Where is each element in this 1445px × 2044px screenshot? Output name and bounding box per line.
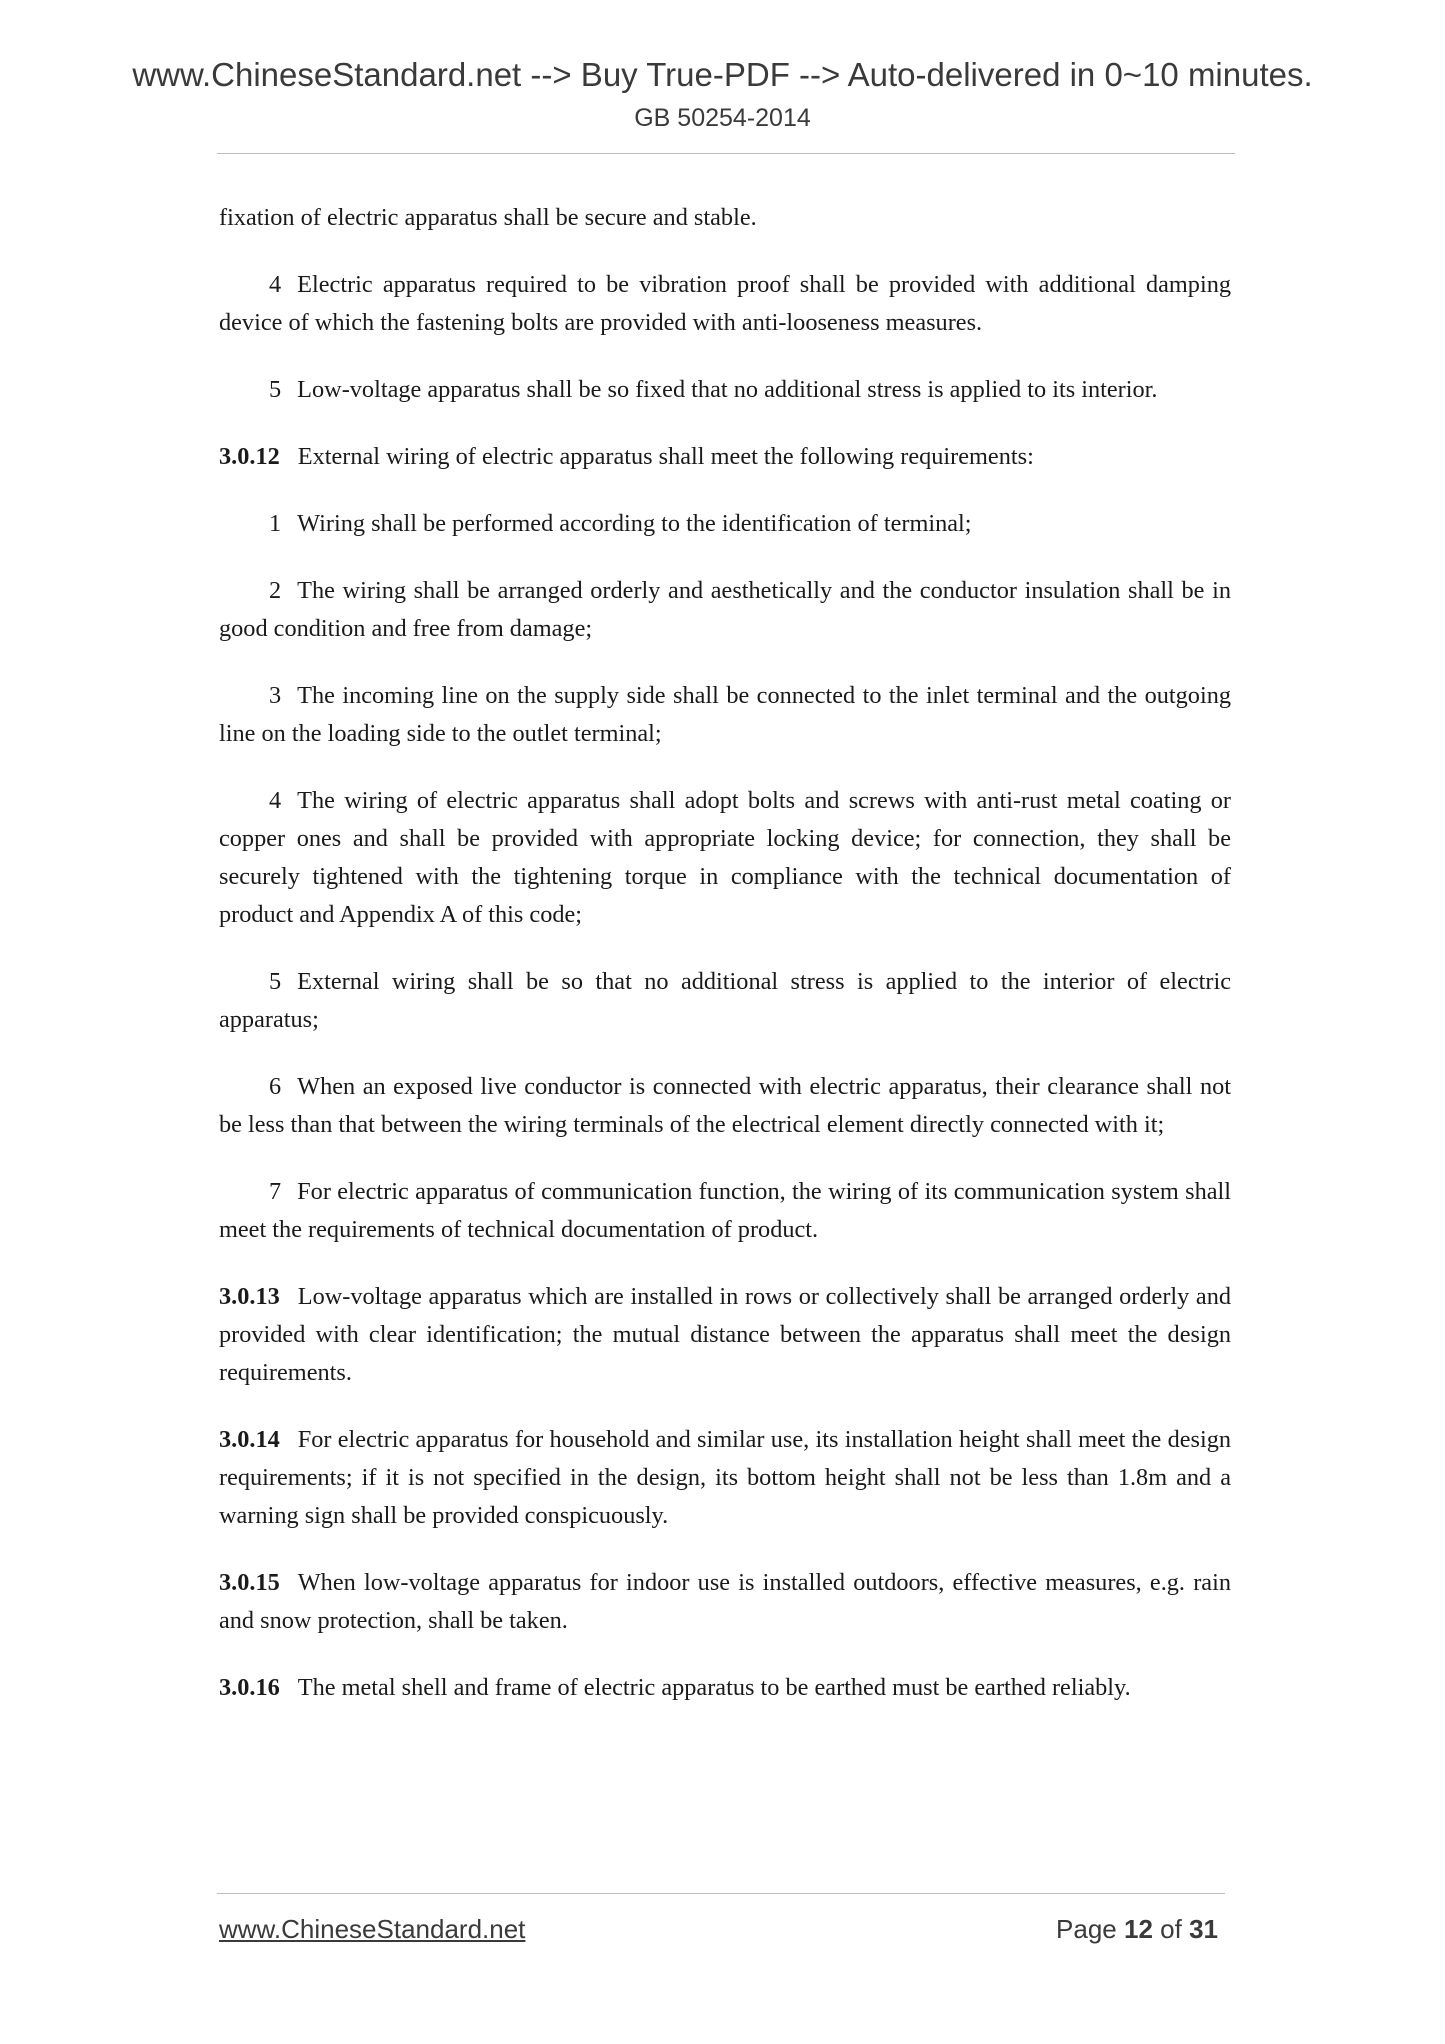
footer-site-link[interactable]: www.ChineseStandard.net xyxy=(219,1914,526,1944)
item-number: 4 xyxy=(269,787,282,814)
clause-3-0-15 xyxy=(219,1564,1231,1640)
header-divider xyxy=(217,153,1235,154)
page-current: 12 xyxy=(1124,1914,1153,1944)
item-text: The incoming line on the supply side shall be connected to the inlet terminal and the outgoing line on the loading side to the outlet terminal; xyxy=(219,682,1231,747)
list-item xyxy=(219,1173,1231,1249)
list-item xyxy=(219,1068,1231,1144)
clause-3-0-13 xyxy=(219,1278,1231,1392)
item-text: Electric apparatus required to be vibration proof shall be provided with additional damping device of which the fastening bolts are provided with anti-looseness measures. xyxy=(219,271,1231,336)
clause-number: 3.0.15 xyxy=(219,1569,280,1596)
page-of: of xyxy=(1160,1914,1182,1944)
footer-divider xyxy=(217,1893,1225,1894)
clause-3-0-12 xyxy=(219,438,1231,476)
item-number: 6 xyxy=(269,1073,282,1100)
list-item xyxy=(219,963,1231,1039)
list-item xyxy=(219,572,1231,648)
item-number: 4 xyxy=(269,271,282,298)
page-word: Page xyxy=(1056,1914,1117,1944)
clause-number: 3.0.16 xyxy=(219,1674,280,1701)
clause-number: 3.0.14 xyxy=(219,1426,280,1453)
clause-number: 3.0.12 xyxy=(219,443,280,470)
page-indicator xyxy=(1056,1914,1218,1945)
page-total: 31 xyxy=(1189,1914,1218,1944)
list-item xyxy=(219,505,1231,543)
item-number: 3 xyxy=(269,682,282,709)
item-text: Low-voltage apparatus shall be so fixed that no additional stress is applied to its interior. xyxy=(297,376,1158,403)
item-number: 5 xyxy=(269,376,282,403)
clause-number: 3.0.13 xyxy=(219,1283,280,1310)
clause-text: Low-voltage apparatus which are installed in rows or collectively shall be arranged orderly and provided with clear identification; the mutual distance between the apparatus shall meet the design requirements. xyxy=(219,1283,1231,1386)
item-text: The wiring shall be arranged orderly and aesthetically and the conductor insulation shall be in good condition and free from damage; xyxy=(219,577,1231,642)
item-number: 5 xyxy=(269,968,282,995)
paragraph: fixation of electric apparatus shall be secure and stable. xyxy=(219,204,757,231)
header-banner: www.ChineseStandard.net --> Buy True-PDF --> Auto-delivered in 0~10 minutes. xyxy=(132,56,1313,93)
document-body xyxy=(219,199,1231,1736)
item-text: External wiring shall be so that no additional stress is applied to the interior of electric apparatus; xyxy=(219,968,1231,1033)
item-text: For electric apparatus of communication function, the wiring of its communication system shall meet the requirements of technical documentation of product. xyxy=(219,1178,1231,1243)
item-text: When an exposed live conductor is connected with electric apparatus, their clearance shall not be less than that between the wiring terminals of the electrical element directly connected with it; xyxy=(219,1073,1231,1138)
item-number: 7 xyxy=(269,1178,282,1205)
list-item xyxy=(219,266,1231,342)
clause-text: External wiring of electric apparatus shall meet the following requirements: xyxy=(297,443,1034,470)
clause-text: When low-voltage apparatus for indoor use is installed outdoors, effective measures, e.g. rain and snow protection, shall be taken. xyxy=(219,1569,1231,1634)
item-text: Wiring shall be performed according to the identification of terminal; xyxy=(297,510,972,537)
clause-3-0-14 xyxy=(219,1421,1231,1535)
clause-3-0-16 xyxy=(219,1669,1231,1707)
list-item xyxy=(219,782,1231,934)
list-item xyxy=(219,371,1231,409)
list-item xyxy=(219,677,1231,753)
item-number: 1 xyxy=(269,510,282,537)
standard-code: GB 50254-2014 xyxy=(634,104,811,132)
item-text: The wiring of electric apparatus shall adopt bolts and screws with anti-rust metal coating or copper ones and shall be provided with appropriate locking device; for connection, they shall be securely tightened with the tightening torque in compliance with the technical documentation of product and Appendix A of this code; xyxy=(219,787,1231,928)
item-number: 2 xyxy=(269,577,282,604)
clause-text: The metal shell and frame of electric apparatus to be earthed must be earthed reliably. xyxy=(297,1674,1131,1701)
clause-text: For electric apparatus for household and similar use, its installation height shall meet the design requirements; if it is not specified in the design, its bottom height shall not be less than 1.8m and a warning sign shall be provided conspicuously. xyxy=(219,1426,1231,1529)
